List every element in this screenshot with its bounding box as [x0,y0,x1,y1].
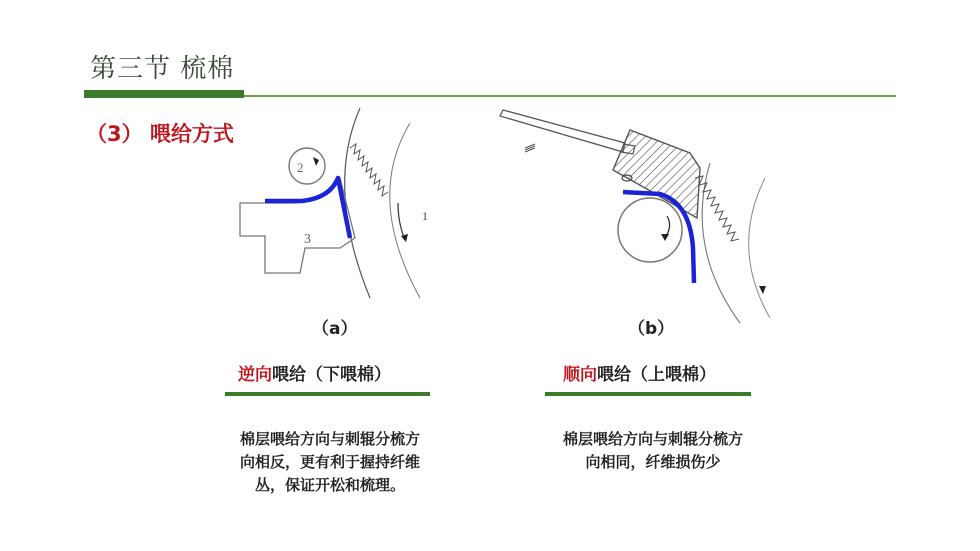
desc-b-line-2: 向相同，纤维损伤少 [585,453,721,471]
licker-in-direction-arrow [398,203,405,240]
licker-in-teeth [695,176,739,241]
caption-b-underline [545,392,751,396]
figure-a-description [205,428,455,497]
desc-a-line-1: 棉层喂给方向与刺辊分梳方 [239,430,420,448]
feed-plate [613,130,700,218]
title-underline-thin [244,95,896,97]
figure-b-description [528,428,778,474]
roll-label-1: 1 [422,209,428,223]
desc-a-line-3: 丛，保证开松和梳理。 [254,476,405,494]
feed-roll [618,198,682,262]
figure-b-label: （b） [628,319,675,339]
feed-plate [240,178,355,273]
figure-b-diagram [495,108,785,328]
figure-a-diagram [230,108,440,308]
figure-a-label: （a） [312,319,358,339]
caption-a-underline [225,392,430,396]
roll-label-3: 3 [304,232,311,247]
licker-in-arc [702,163,740,323]
caption-a-highlight: 逆向 [238,365,272,385]
desc-b-line-1: 棉层喂给方向与刺辊分梳方 [562,430,743,448]
feed-roll [289,148,325,184]
desc-a-line-2: 向相反，更有利于握持纤维 [239,453,420,471]
figure-a-caption [238,360,391,385]
roll-label-2: 2 [297,160,304,175]
section-subtitle: （3） 喂给方式 [86,122,234,146]
licker-in-inner-arc [390,123,420,298]
licker-in-outer-arc [749,178,770,318]
slide-title: 第三节 梳棉 [90,54,235,84]
licker-in-outer-arc [345,108,370,298]
title-underline-thick [84,90,244,98]
licker-in-teeth [350,144,388,196]
figure-b-caption [563,360,716,385]
caption-b-rest: 喂给（上喂棉） [597,365,716,385]
fiber-layer [265,178,350,238]
caption-b-highlight: 顺向 [563,365,597,385]
feed-lever [500,110,625,152]
caption-a-rest: 喂给（下喂棉） [272,365,391,385]
